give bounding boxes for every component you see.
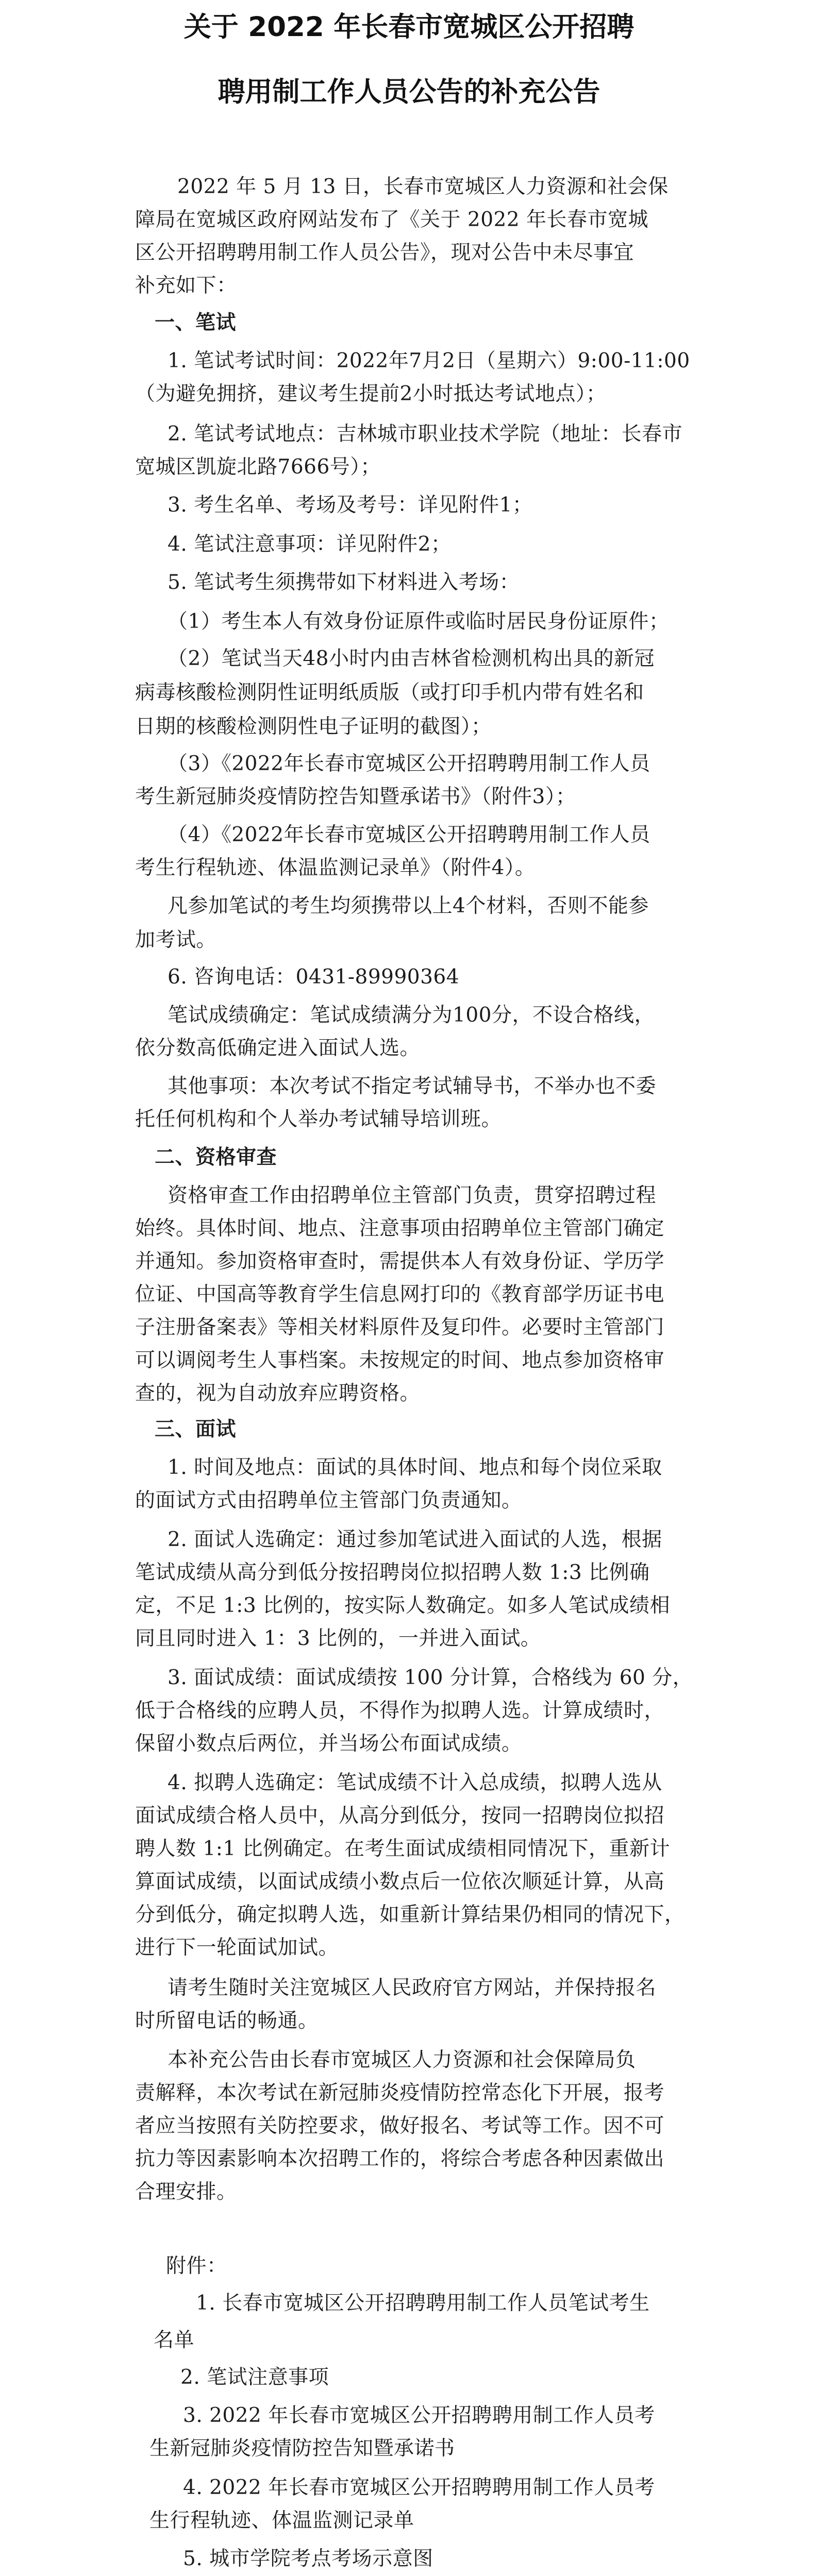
attachment-item: 2. 笔试注意事项 <box>180 2366 329 2389</box>
paragraph-line: 进行下一轮面试加试。 <box>135 1936 339 1959</box>
paragraph-line: 其他事项：本次考试不指定考试辅导书，不举办也不委 <box>168 1075 657 1098</box>
paragraph-line: 病毒核酸检测阴性证明纸质版（或打印手机内带有姓名和 <box>135 681 644 704</box>
paragraph-line: 托任何机构和个人举办考试辅导培训班。 <box>135 1108 502 1131</box>
paragraph-line: 笔试成绩从高分到低分按招聘岗位拟招聘人数 1:3 比例确 <box>135 1561 650 1584</box>
paragraph-line: 本补充公告由长春市宽城区人力资源和社会保障局负 <box>168 2048 636 2072</box>
paragraph-line: （1）考生本人有效身份证原件或临时居民身份证原件； <box>168 610 670 633</box>
paragraph-line: （2）笔试当天48小时内由吉林省检测机构出具的新冠 <box>168 647 655 670</box>
paragraph-line: 可以调阅考生人事档案。未按规定的时间、地点参加资格审 <box>135 1349 665 1372</box>
title-line-2: 聘用制工作人员公告的补充公告 <box>218 76 600 108</box>
attachment-item: 4. 2022 年长春市宽城区公开招聘聘用制工作人员考 <box>183 2476 655 2499</box>
paragraph-line: 3. 考生名单、考场及考号：详见附件1； <box>168 494 533 517</box>
paragraph-line: 考生行程轨迹、体温监测记录单》（附件4）。 <box>135 856 536 879</box>
paragraph-line: 请考生随时关注宽城区人民政府官方网站，并保持报名 <box>168 1976 657 1999</box>
intro-line: 障局在宽城区政府网站发布了《关于 2022 年长春市宽城 <box>135 208 649 231</box>
paragraph-line: （3）《2022年长春市宽城区公开招聘聘用制工作人员 <box>168 752 650 775</box>
section-heading-interview: 三、面试 <box>155 1418 237 1441</box>
paragraph-line: 位证、中国高等教育学生信息网打印的《教育部学历证书电 <box>135 1283 665 1306</box>
paragraph-line: 资格审查工作由招聘单位主管部门负责，贯穿招聘过程 <box>168 1184 657 1207</box>
paragraph-line: 6. 咨询电话：0431-89990364 <box>168 965 460 989</box>
paragraph-line: 2. 面试人选确定：通过参加笔试进入面试的人选，根据 <box>168 1528 662 1551</box>
paragraph-line: 的面试方式由招聘单位主管部门负责通知。 <box>135 1489 522 1512</box>
paragraph-line: （为避免拥挤，建议考生提前2小时抵达考试地点）； <box>135 382 607 405</box>
paragraph-line: 5. 笔试考生须携带如下材料进入考场： <box>168 571 520 594</box>
paragraph-line: 4. 拟聘人选确定：笔试成绩不计入总成绩，拟聘人选从 <box>168 1771 662 1794</box>
attachment-item: 5. 城市学院考点考场示意图 <box>183 2547 433 2570</box>
paragraph-line: 同且同时进入 1：3 比例的，一并进入面试。 <box>135 1627 541 1650</box>
paragraph-line: 者应当按照有关防控要求，做好报名、考试等工作。因不可 <box>135 2114 665 2138</box>
paragraph-line: 凡参加笔试的考生均须携带以上4个材料，否则不能参 <box>168 894 649 918</box>
paragraph-line: 加考试。 <box>135 928 217 952</box>
paragraph-line: 面试成绩合格人员中，从高分到低分，按同一招聘岗位拟招 <box>135 1804 665 1827</box>
paragraph-line: 并通知。参加资格审查时，需提供本人有效身份证、学历学 <box>135 1250 665 1273</box>
intro-line: 补充如下： <box>135 274 237 297</box>
paragraph-line: 抗力等因素影响本次招聘工作的，将综合考虑各种因素做出 <box>135 2147 665 2171</box>
paragraph-line: 分到低分，确定拟聘人选，如重新计算结果仍相同的情况下， <box>135 1903 685 1926</box>
attachment-item: 生新冠肺炎疫情防控告知暨承诺书 <box>149 2437 455 2460</box>
intro-line: 区公开招聘聘用制工作人员公告》，现对公告中未尽事宜 <box>135 241 635 264</box>
paragraph-line: 算面试成绩，以面试成绩小数点后一位依次顺延计算，从高 <box>135 1870 665 1893</box>
section-heading-qualification: 二、资格审查 <box>155 1146 277 1169</box>
paragraph-line: 依分数高低确定进入面试人选。 <box>135 1037 421 1060</box>
paragraph-line: 查的，视为自动放弃应聘资格。 <box>135 1382 421 1405</box>
attachment-item: 1. 长春市宽城区公开招聘聘用制工作人员笔试考生 <box>196 2292 650 2315</box>
paragraph-line: 保留小数点后两位，并当场公布面试成绩。 <box>135 1732 522 1755</box>
paragraph-line: 考生新冠肺炎疫情防控告知暨承诺书》（附件3）； <box>135 785 576 808</box>
attachments-label: 附件： <box>166 2255 227 2278</box>
paragraph-line: 低于合格线的应聘人员，不得作为拟聘人选。计算成绩时， <box>135 1699 665 1722</box>
paragraph-line: 责解释，本次考试在新冠肺炎疫情防控常态化下开展，报考 <box>135 2081 665 2105</box>
attachment-item: 名单 <box>154 2329 195 2352</box>
paragraph-line: 3. 面试成绩：面试成绩按 100 分计算，合格线为 60 分， <box>168 1666 693 1689</box>
paragraph-line: 定，不足 1:3 比例的，按实际人数确定。如多人笔试成绩相 <box>135 1594 671 1617</box>
paragraph-line: 1. 时间及地点：面试的具体时间、地点和每个岗位采取 <box>168 1456 662 1479</box>
paragraph-line: 4. 笔试注意事项：详见附件2； <box>168 533 452 556</box>
paragraph-line: （4）《2022年长春市宽城区公开招聘聘用制工作人员 <box>168 823 650 846</box>
paragraph-line: 合理安排。 <box>135 2180 237 2204</box>
section-heading-written-exam: 一、笔试 <box>155 311 237 334</box>
attachment-item: 3. 2022 年长春市宽城区公开招聘聘用制工作人员考 <box>183 2404 655 2427</box>
paragraph-line: 子注册备案表》等相关材料原件及复印件。必要时主管部门 <box>135 1316 665 1339</box>
paragraph-line: 笔试成绩确定：笔试成绩满分为100分，不设合格线， <box>168 1004 655 1027</box>
paragraph-line: 聘人数 1:1 比例确定。在考生面试成绩相同情况下，重新计 <box>135 1837 671 1860</box>
paragraph-line: 时所留电话的畅通。 <box>135 2009 319 2032</box>
paragraph-line: 2. 笔试考试地点：吉林城市职业技术学院（地址：长春市 <box>168 422 683 446</box>
paragraph-line: 宽城区凯旋北路7666号）； <box>135 455 381 479</box>
paragraph-line: 日期的核酸检测阴性电子证明的截图）； <box>135 715 492 738</box>
paragraph-line: 1. 笔试考试时间：2022年7月2日（星期六）9:00-11:00 <box>168 349 690 372</box>
title-line-1: 关于 2022 年长春市宽城区公开招聘 <box>183 11 635 43</box>
attachment-item: 生行程轨迹、体温监测记录单 <box>149 2509 414 2532</box>
paragraph-line: 始终。具体时间、地点、注意事项由招聘单位主管部门确定 <box>135 1217 665 1240</box>
intro-line: 2022 年 5 月 13 日，长春市宽城区人力资源和社会保 <box>177 175 669 198</box>
